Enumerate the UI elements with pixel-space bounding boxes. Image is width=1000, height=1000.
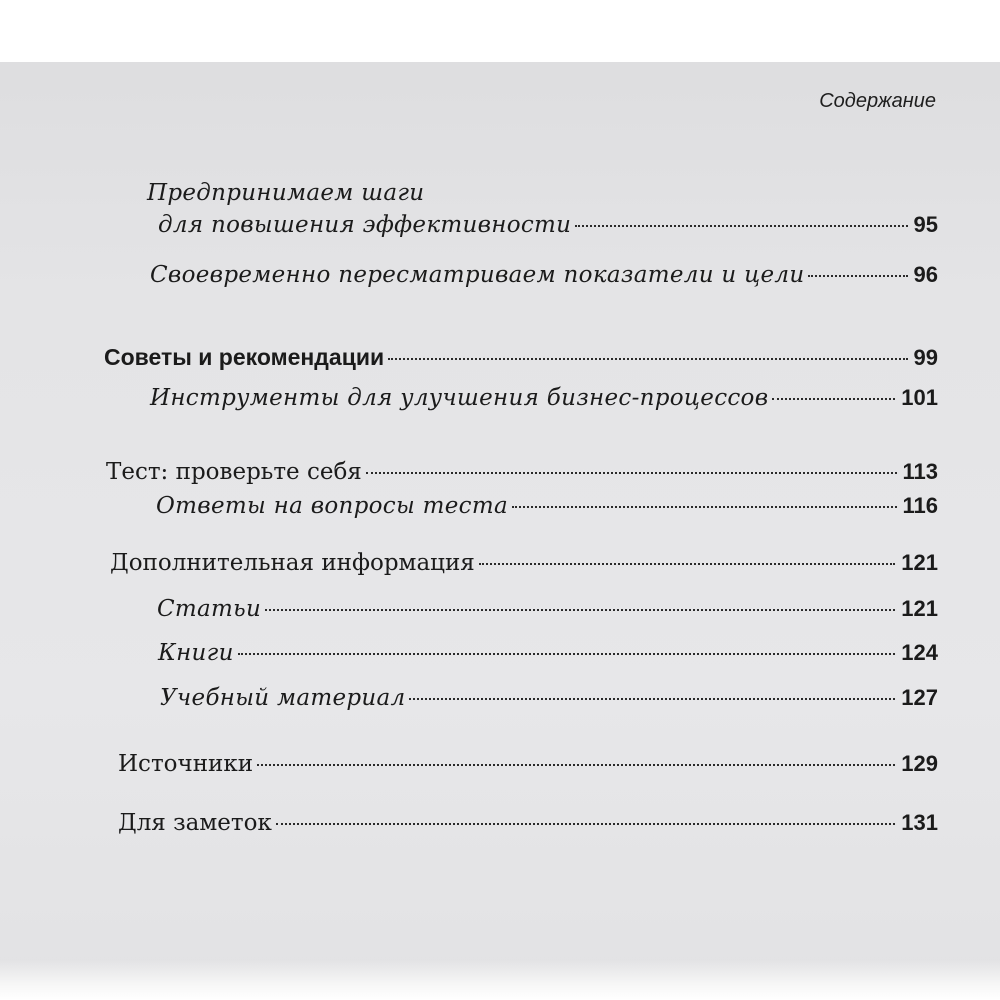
toc-entry-title: Для заметок: [118, 810, 272, 836]
toc-dot-leader: [366, 472, 897, 474]
toc-dot-leader: [388, 358, 907, 360]
toc-section-entry: [106, 459, 938, 485]
toc-dot-leader: [238, 653, 896, 655]
toc-page-number: 121: [901, 550, 938, 575]
toc-dot-leader: [265, 609, 895, 611]
toc-entry-title: Книги: [158, 640, 234, 666]
toc-entry: [160, 685, 938, 711]
toc-entry: [157, 596, 938, 622]
toc-page-number: 124: [901, 640, 938, 665]
toc-dot-leader: [808, 275, 907, 277]
toc-dot-leader: [772, 398, 895, 400]
toc-entry-title: Учебный материал: [160, 685, 406, 711]
toc-entry-title: Дополнительная информация: [110, 550, 475, 576]
toc-entry-title-line1: Предпринимаем шаги: [147, 180, 425, 206]
toc-entry-title: Советы и рекомендации: [104, 344, 385, 370]
toc-section-entry: [118, 751, 938, 777]
toc-entry: [158, 212, 938, 238]
toc-entry: [156, 493, 938, 519]
toc-page-number: 131: [901, 810, 938, 835]
toc-dot-leader: [512, 506, 897, 508]
toc-page-number: 96: [913, 262, 938, 287]
toc-page-number: 127: [901, 685, 938, 710]
toc-dot-leader: [257, 764, 895, 766]
toc-entry-title: Статьи: [157, 596, 262, 622]
toc-entry-title: для повышения эффективности: [158, 212, 572, 238]
toc-page-number: 95: [913, 212, 938, 237]
toc-entry-title: Ответы на вопросы теста: [156, 493, 508, 519]
toc-page-number: 116: [902, 493, 938, 518]
toc-page-number: 121: [901, 596, 938, 621]
toc-page-number: 99: [913, 345, 938, 370]
toc-page-number: 113: [902, 459, 938, 484]
toc-entry-title: Инструменты для улучшения бизнес-процессов: [150, 385, 769, 411]
toc-dot-leader: [276, 823, 895, 825]
toc-section-entry: [118, 810, 938, 836]
toc-entry-title: Своевременно пересматриваем показатели и цели: [150, 262, 805, 288]
toc-page-number: 129: [901, 751, 938, 776]
toc-dot-leader: [575, 225, 907, 227]
toc-entry-title: Тест: проверьте себя: [106, 459, 362, 485]
toc-section-entry: [104, 344, 938, 371]
toc-entry-title: Источники: [118, 751, 254, 777]
toc-entry: [158, 640, 938, 666]
toc-section-entry: [110, 550, 938, 576]
toc-page-number: 101: [901, 385, 938, 410]
toc-dot-leader: [479, 563, 895, 565]
toc-entry: [150, 262, 938, 288]
toc-entry: [150, 385, 938, 411]
running-head: Содержание: [819, 90, 936, 112]
toc-dot-leader: [409, 698, 895, 700]
